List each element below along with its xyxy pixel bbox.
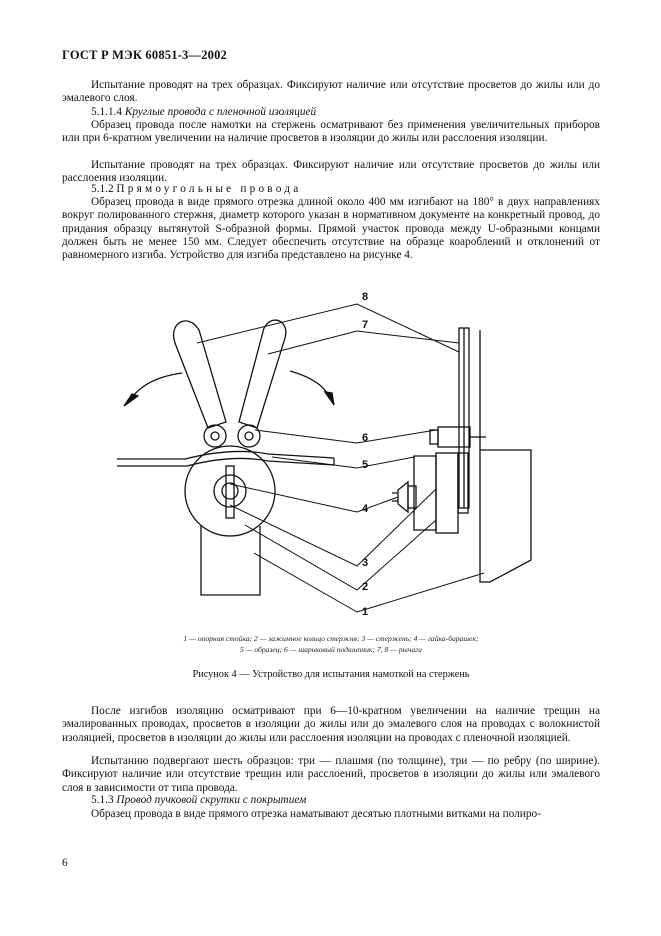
page-number: 6 [62, 857, 68, 869]
specimen-wire [117, 451, 334, 466]
paragraph-p7: Образец провода в виде прямого отрезка наматывают десятью плотными витками на полиро- [91, 808, 541, 820]
section-number: 5.1.2 [91, 183, 114, 195]
figure-label: 8 [362, 291, 369, 303]
figure-label: 4 [362, 503, 369, 515]
right-arrowhead [325, 392, 334, 405]
mandrel [214, 475, 246, 507]
figure-caption-line2: 5 — образец; 6 — шариковый подшипник; 7, 8 — рычаги [240, 645, 422, 654]
section-title: Провод пучковой скрутки с покрытием [116, 794, 307, 806]
bearing-left [204, 425, 226, 447]
paragraph-p6: Испытанию подвергают шесть образцов: три — плашмя (по толщине), три — по ребру (по ширине). Фиксируют наличие или отсутствие трещин или расслоений, просветов в изоляции до жилы или эмалевого слоя в зависимости от типа провода. [62, 755, 600, 794]
paragraph-p3: Испытание проводят на трех образцах. Фиксируют наличие или отсутствие просветов до жилы или расслоения изоляции. [62, 159, 600, 185]
side-bearing-block [438, 427, 470, 447]
figure-label: 7 [362, 319, 369, 331]
section-number: 5.1.1.4 [91, 106, 123, 118]
section-title: Круглые провода с пленочной изоляцией [124, 106, 317, 118]
section-title: Прямоугольные провода [116, 183, 302, 195]
figure-label: 6 [362, 432, 369, 444]
figure-label: 3 [362, 557, 369, 569]
figure-label: 2 [362, 581, 369, 593]
left-arrowhead [124, 394, 138, 406]
paragraph-p4: Образец провода в виде прямого отрезка длиной около 400 мм изгибают на 180° в двух направлениях вокруг полированного стержня, диаметр которого указан в нормативном документе на конкретный провод, до придания образцу вытянутой S-образной формы. Прямой участок провода между U-образными концами должен быть не менее 150 мм. Следует обеспечить отсутствие на образце коароблений и отклонений от равномерного изгиба. Устройство для изгиба представлено на рисунке 4. [62, 196, 600, 262]
wing-nut [392, 482, 408, 512]
side-clamp-ring [436, 453, 458, 533]
figure-label: 1 [362, 606, 369, 618]
paragraph-p1: Испытание проводят на трех образцах. Фиксируют наличие или отсутствие просветов до жилы или до эмалевого слоя. [62, 79, 600, 105]
side-support-post [480, 330, 531, 582]
section-5-1-3-heading [62, 794, 600, 807]
right-rotation-arrow [290, 371, 330, 398]
lever-8 [174, 321, 226, 428]
document-header: ГОСТ Р МЭК 60851-3—2002 [62, 48, 227, 62]
section-number: 5.1.3 [91, 794, 114, 806]
figure-title: Рисунок 4 — Устройство для испытания намоткой на стержень [192, 669, 470, 680]
lever-7 [239, 320, 286, 428]
figure-label: 5 [362, 459, 369, 471]
paragraph-p2: Образец провода после намотки на стержень осматривают без применения увеличительных приборов или при 6-кратном увеличении на наличие просветов в изоляции до жилы или расслоения изоляции. [62, 119, 600, 145]
figure-caption-line1: 1 — опорная стойка; 2 — зажимное кольцо стержня; 3 — стержень; 4 — гайка-барашек; [183, 634, 479, 643]
bearing-right [238, 425, 260, 447]
paragraph-p5: После изгибов изоляцию осматривают при 6—10-кратном увеличении на наличие трещин на эмалированных проводах, просветов в изоляции до жилы или до эмалевого слоя на проводах с волокнистой изоляцией, просветов в изоляции до жилы или расслоения изоляции на проводах с пленочной изоляцией. [62, 705, 600, 744]
